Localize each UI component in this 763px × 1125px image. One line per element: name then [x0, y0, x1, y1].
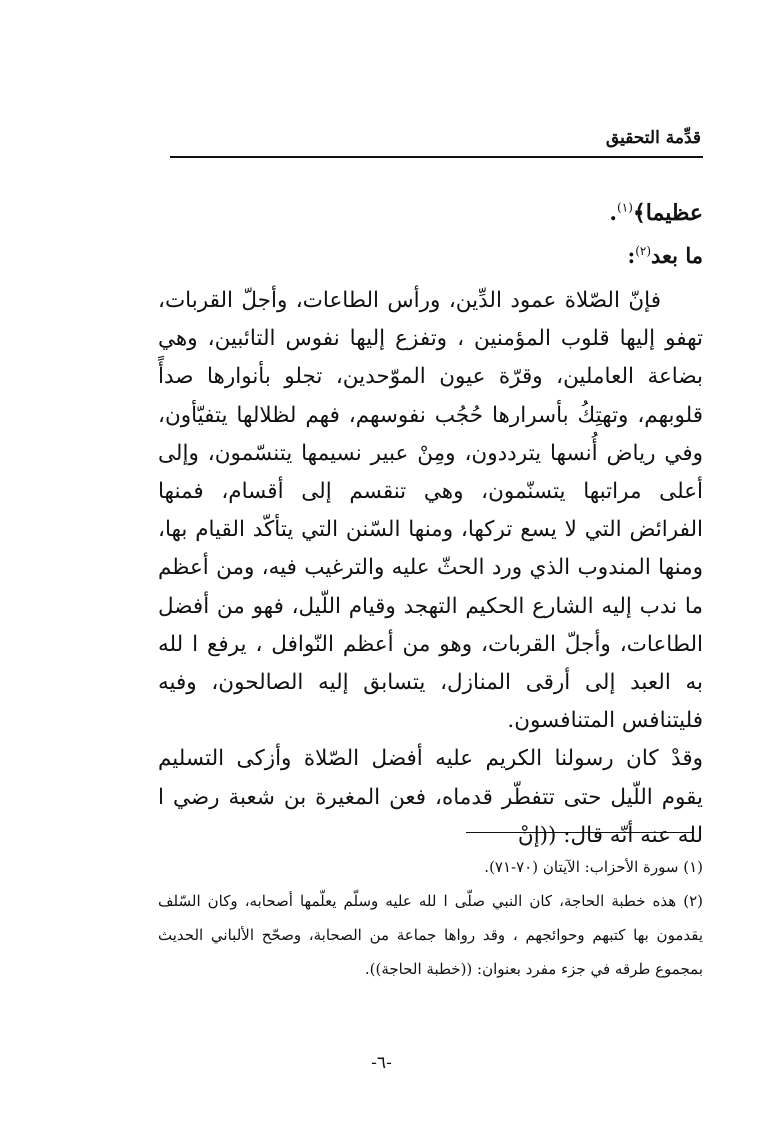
footnote-ref-2: (٢) [635, 244, 652, 258]
amma-bad-line [158, 243, 703, 268]
paragraph-1: فإنّ الصّلاة عمود الدِّين، ورأس الطاعات، وأجلّ القربات، تهفو إليها قلوب المؤمنين ، وتفزع إليها نفوس التائبين، وهي بضاعة العاملين، وقرّة عيون الموّحدين، تجلو بأنوارها صدأً قلوبهم، وتهتِكُ بأسرارها حُجُب نفوسهم، فهم لظلالها يتفيّأون، وفي رياض أُنسها يترددون، ومِنْ عبير نسيمها يتنسّمون، وإلى أعلى مراتبها يتسنّمون، وهي تنقسم إلى أقسام، فمنها الفرائض التي لا يسع تركها، ومنها السّنن التي يتأكّد القيام بها، ومنها المندوب الذي ورد الحثّ عليه والترغيب فيه، ومن أعظم ما ندب إليه الشارع الحكيم التهجد وقيام اللّيل، فهو من أفضل الطاعات، وأجلّ القربات، وهو من أعظم النّوافل ، يرفع ا لله به العبد إلى أرقى المنازل، يتسابق إليه الصالحون، وفيه فليتنافس المتنافسون. [158, 288, 703, 734]
main-text [158, 282, 703, 855]
verse-ending-line [158, 200, 703, 226]
paragraph-2: وقدْ كان رسولنا الكريم عليه أفضل الصّلاة وأزكى التسليم يقوم اللّيل حتى تتفطّر قدماه، فعن المغيرة بن شعبة رضي ا لله عنه أنّه قال: ((إنْ [158, 746, 703, 848]
footnote-2: (٢) هذه خطبة الحاجة، كان النبي صلّى ا لله عليه وسلّم يعلّمها أصحابه، وكان السّلف يقدمون بها كتبهم وحوائجهم ، وقد رواها جماعة من الصحابة، وصحّح الألباني الحديث بمجموع طرقه في جزء مفرد بعنوان: ((خطبة الحاجة)). [158, 892, 703, 978]
running-header: قدِّمة التحقيق [605, 128, 701, 148]
footnote-1: (١) سورة الأحزاب: الآيتان (٧٠-٧١). [484, 858, 703, 876]
page-number: -٦- [371, 1053, 392, 1073]
amma-bad-colon: : [627, 243, 636, 268]
verse-ending-text: عظيما﴾ [632, 200, 703, 226]
footnote-ref-1: (١) [617, 200, 633, 215]
header-rule [170, 156, 703, 158]
verse-ending-dot: . [609, 200, 618, 226]
footnotes [158, 850, 703, 986]
amma-bad-text: ما بعد [651, 243, 703, 268]
footnote-rule [466, 832, 694, 833]
